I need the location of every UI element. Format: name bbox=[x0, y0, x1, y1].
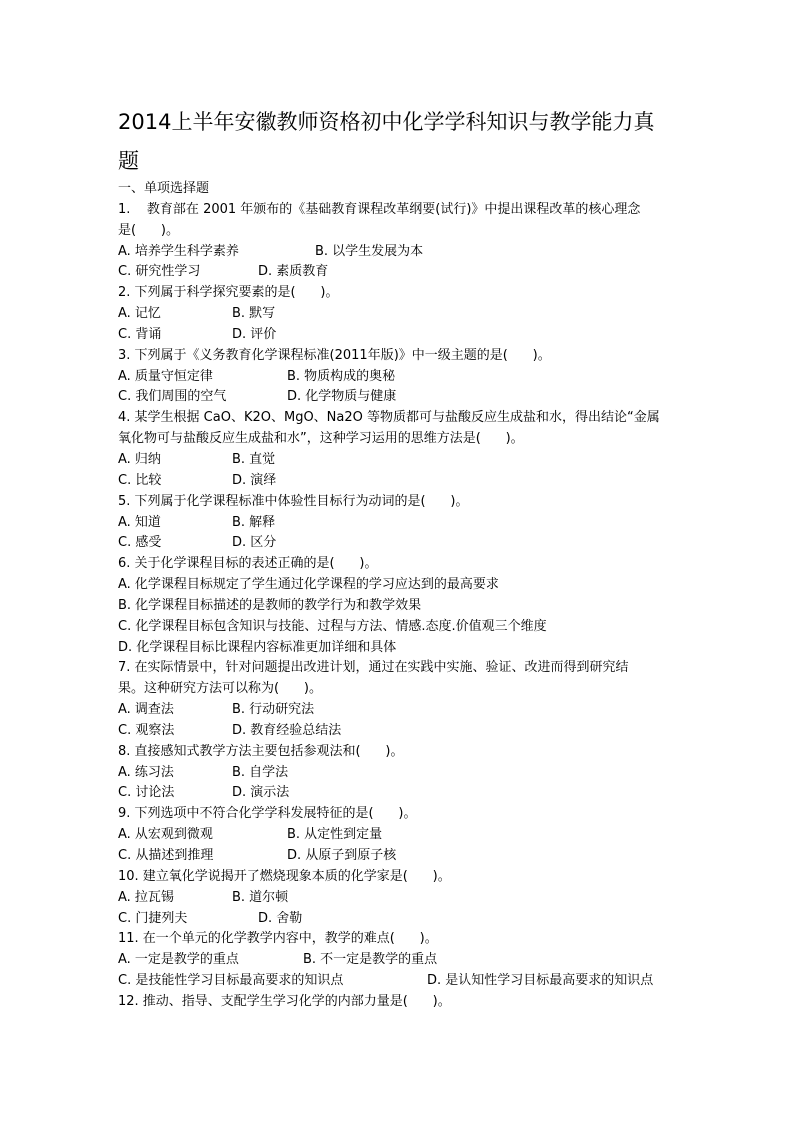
question-text: 12. 推动、指导、支配学生学习化学的内部力量是( )。 bbox=[118, 993, 451, 1009]
option: A. 培养学生科学素养 bbox=[118, 243, 239, 259]
question-line bbox=[118, 346, 688, 367]
option: B. 道尔顿 bbox=[232, 889, 289, 905]
question-text: A. 化学课程目标规定了学生通过化学课程的学习应达到的最高要求 bbox=[118, 577, 499, 593]
option: C. 观察法 bbox=[118, 722, 175, 738]
question-text: 2. 下列属于科学探究要素的是( )。 bbox=[118, 285, 339, 301]
option-line bbox=[118, 700, 688, 721]
question-line bbox=[118, 638, 688, 659]
question-text: 9. 下列选项中不符合化学学科发展特征的是( )。 bbox=[118, 806, 417, 822]
option: B. 物质构成的奥秘 bbox=[287, 368, 396, 384]
option: D. 舍勒 bbox=[258, 910, 303, 926]
question-text: 10. 建立氧化学说揭开了燃烧现象本质的化学家是( )。 bbox=[118, 868, 451, 884]
option: B. 解释 bbox=[232, 514, 276, 530]
question-text: 3. 下列属于《义务教育化学课程标准(2011年版)》中一级主题的是( )。 bbox=[118, 347, 551, 363]
question-line bbox=[118, 283, 688, 304]
question-line bbox=[118, 221, 688, 242]
option-line bbox=[118, 971, 688, 992]
question-text: 氧化物可与盐酸反应生成盐和水”，这种学习运用的思维方法是( )。 bbox=[118, 431, 524, 447]
option-line bbox=[118, 325, 688, 346]
option: C. 背诵 bbox=[118, 326, 162, 342]
section-heading: 一、单项选择题 bbox=[118, 181, 210, 196]
question-text: B. 化学课程目标描述的是教师的教学行为和教学效果 bbox=[118, 597, 422, 613]
option: D. 从原子到原子核 bbox=[287, 848, 397, 863]
question-line bbox=[118, 492, 688, 513]
question-text: 11. 在一个单元的化学教学内容中，教学的难点( )。 bbox=[118, 931, 438, 947]
option: B. 行动研究法 bbox=[232, 702, 315, 718]
option: A. 拉瓦锡 bbox=[118, 889, 174, 905]
option: A. 从宏观到微观 bbox=[118, 827, 213, 843]
option-line bbox=[118, 262, 688, 283]
option: A. 记忆 bbox=[118, 306, 161, 322]
question-line bbox=[118, 929, 688, 950]
option: D. 教育经验总结法 bbox=[232, 722, 342, 738]
option: D. 区分 bbox=[232, 535, 277, 551]
document-title: 2014上半年安徽教师资格初中化学学科知识与教学能力真 bbox=[118, 110, 655, 134]
question-text: D. 化学课程目标比课程内容标准更加详细和具体 bbox=[118, 639, 397, 655]
question-text: 6. 关于化学课程目标的表述正确的是( )。 bbox=[118, 556, 378, 572]
option-line bbox=[118, 513, 688, 534]
option-line bbox=[118, 888, 688, 909]
question-text: 7. 在实际情景中，针对问题提出改进计划，通过在实践中实施、验证、改进而得到研究结 bbox=[118, 660, 629, 676]
option-line bbox=[118, 909, 688, 930]
option-line bbox=[118, 471, 688, 492]
question-text: 是( )。 bbox=[118, 222, 179, 238]
option: A. 一定是教学的重点 bbox=[118, 952, 239, 968]
question-line bbox=[118, 429, 688, 450]
question-line bbox=[118, 992, 688, 1013]
option: C. 比较 bbox=[118, 472, 162, 488]
option: D. 化学物质与健康 bbox=[287, 389, 397, 405]
question-text: 4. 某学生根据 CaO、K2O、MgO、Na2O 等物质都可与盐酸反应生成盐和水，得出结论“金属 bbox=[118, 410, 660, 426]
document-title-continued: 题 bbox=[118, 149, 139, 173]
option-line bbox=[118, 304, 688, 325]
question-line bbox=[118, 867, 688, 888]
question-text: 果。这种研究方法可以称为( )。 bbox=[118, 681, 322, 697]
question-text: 1. 教育部在 2001 年颁布的《基础教育课程改革纲要(试行)》中提出课程改革的核心理念 bbox=[118, 201, 641, 217]
question-text: 8. 直接感知式教学方法主要包括参观法和( )。 bbox=[118, 743, 404, 759]
option: C. 讨论法 bbox=[118, 785, 175, 801]
option-line bbox=[118, 242, 688, 263]
option: C. 感受 bbox=[118, 535, 162, 551]
question-text: 5. 下列属于化学课程标准中体验性目标行为动词的是( )。 bbox=[118, 493, 469, 509]
question-line bbox=[118, 408, 688, 429]
question-line bbox=[118, 679, 688, 700]
question-line bbox=[118, 658, 688, 679]
option: D. 素质教育 bbox=[258, 264, 329, 280]
option: C. 从描述到推理 bbox=[118, 848, 214, 863]
option-line bbox=[118, 950, 688, 971]
question-line bbox=[118, 200, 688, 221]
option: C. 研究性学习 bbox=[118, 264, 201, 280]
option: B. 从定性到定量 bbox=[287, 827, 383, 843]
option-line bbox=[118, 450, 688, 471]
option: B. 以学生发展为本 bbox=[315, 243, 424, 259]
option: A. 调查法 bbox=[118, 702, 174, 718]
option: B. 直觉 bbox=[232, 451, 276, 467]
option: C. 我们周围的空气 bbox=[118, 389, 227, 405]
question-line bbox=[118, 554, 688, 575]
option: A. 知道 bbox=[118, 514, 161, 530]
option: B. 自学法 bbox=[232, 764, 289, 780]
question-line bbox=[118, 804, 688, 825]
question-line bbox=[118, 617, 688, 638]
option-line bbox=[118, 763, 688, 784]
option-line bbox=[118, 387, 688, 408]
option-line bbox=[118, 367, 688, 388]
option: C. 是技能性学习目标最高要求的知识点 bbox=[118, 973, 344, 989]
option: C. 门捷列夫 bbox=[118, 910, 188, 926]
option: A. 质量守恒定律 bbox=[118, 368, 213, 384]
option: D. 演绎 bbox=[232, 472, 277, 488]
option: D. 是认知性学习目标最高要求的知识点 bbox=[427, 973, 654, 989]
option-line bbox=[118, 825, 688, 846]
option-line bbox=[118, 533, 688, 554]
option: B. 默写 bbox=[232, 306, 276, 322]
option: A. 练习法 bbox=[118, 764, 174, 780]
option-line bbox=[118, 846, 688, 867]
option: A. 归纳 bbox=[118, 451, 161, 467]
question-line bbox=[118, 742, 688, 763]
option: D. 评价 bbox=[232, 326, 277, 342]
option: D. 演示法 bbox=[232, 785, 290, 801]
option-line bbox=[118, 783, 688, 804]
question-line bbox=[118, 596, 688, 617]
question-list bbox=[118, 179, 688, 1013]
option: B. 不一定是教学的重点 bbox=[303, 952, 438, 968]
question-line bbox=[118, 575, 688, 596]
question-text: C. 化学课程目标包含知识与技能、过程与方法、情感.态度.价值观三个维度 bbox=[118, 618, 547, 634]
option-line bbox=[118, 721, 688, 742]
